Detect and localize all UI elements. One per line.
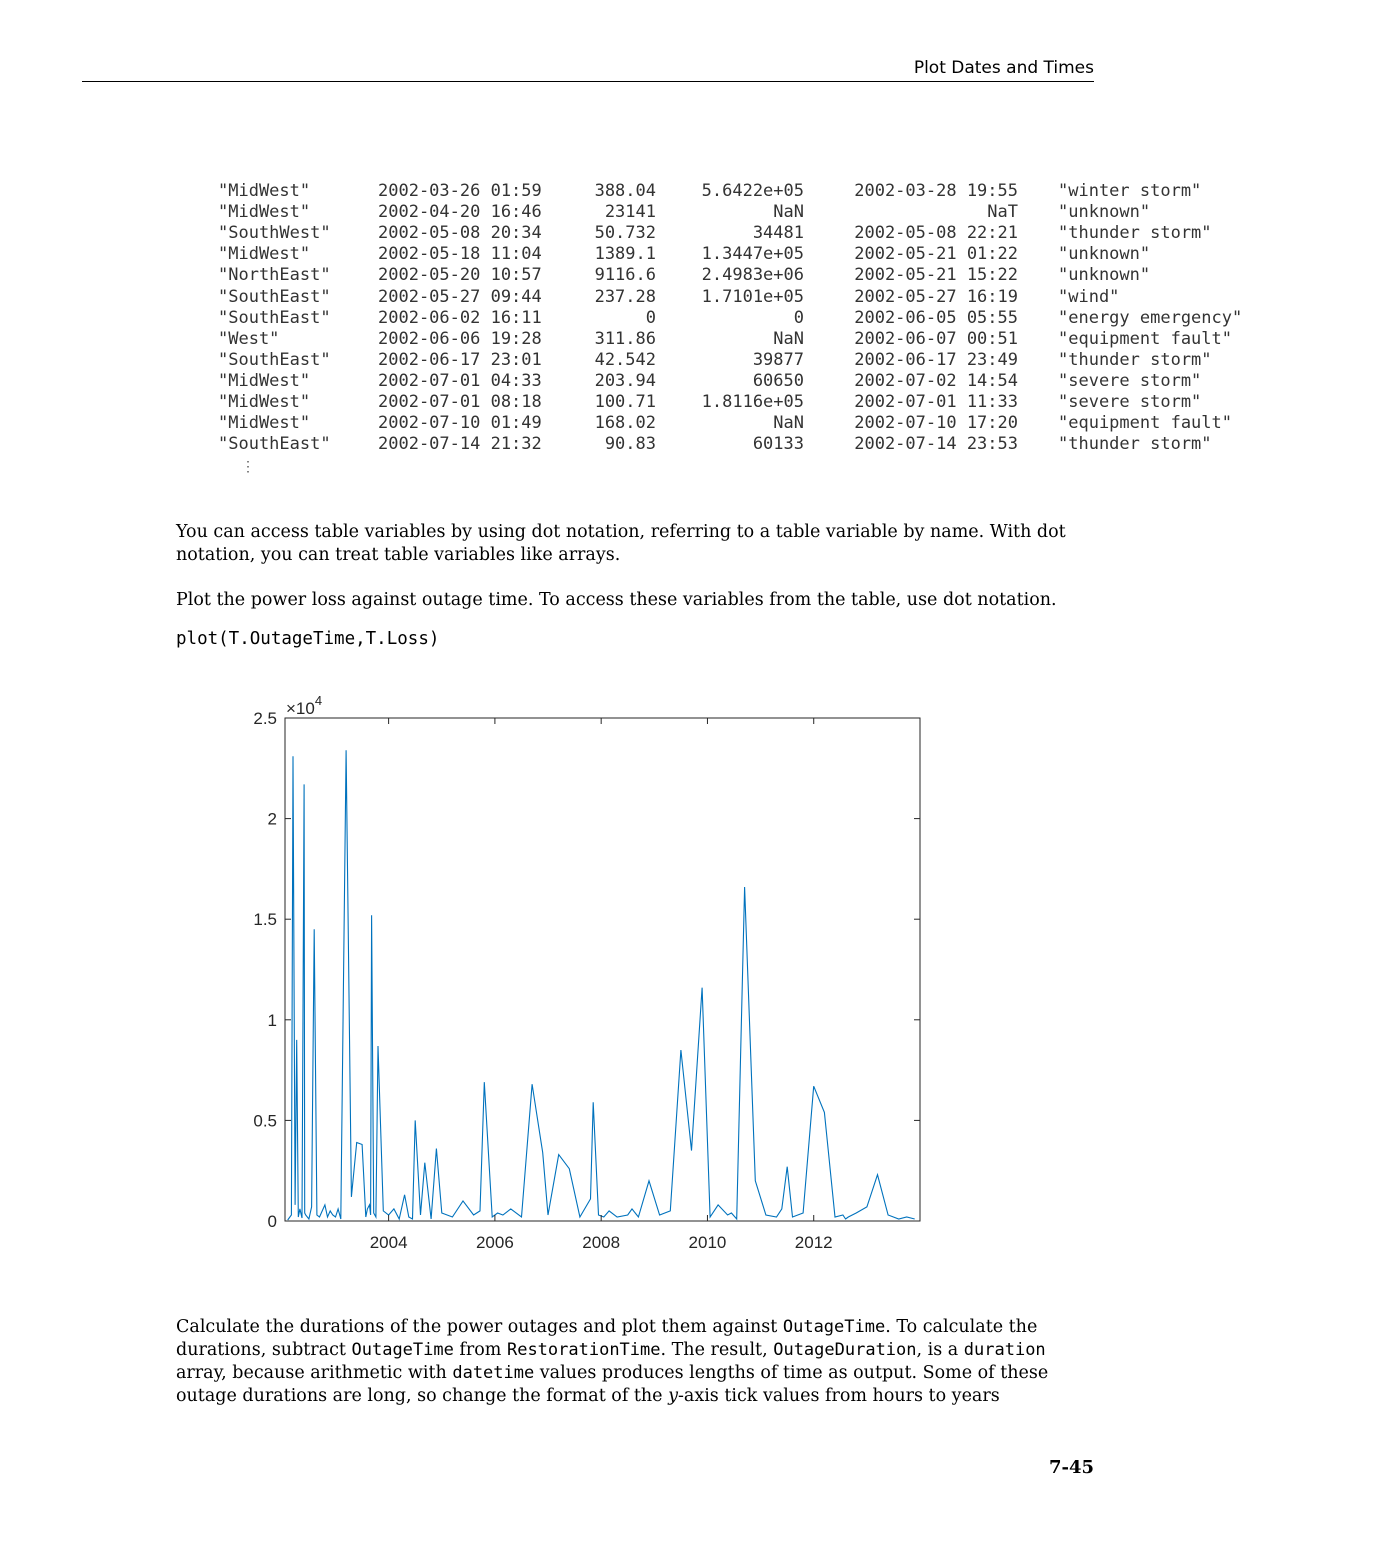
cell-cause: "unknown": [1058, 244, 1151, 265]
cell-region: "MidWest": [218, 413, 311, 434]
code-output-table: [0, 181, 1243, 481]
cell-cause: "thunder storm": [1058, 434, 1212, 455]
vertical-ellipsis: ⋮: [241, 459, 255, 475]
table-row: [0, 287, 1400, 308]
cell-outage-time: 2002-06-02 16:11: [378, 307, 542, 328]
cell-customers: NaN: [773, 328, 804, 349]
cell-customers: 5.6422e+05: [701, 181, 804, 201]
cell-restoration-time: 2002-05-21 01:22: [854, 244, 1018, 265]
cell-loss: 203.94: [594, 370, 656, 391]
paragraph-plot-instruction: Plot the power loss against outage time. To access these variables from the table, use dot notation.: [176, 590, 1057, 610]
table-row: [0, 244, 1400, 265]
y-tick-label: 0: [267, 1212, 277, 1231]
paragraph-dot-notation: You can access table variables by using dot notation, referring to a table variable by name. With dot notation, you can treat table variables like arrays.: [176, 522, 1066, 565]
table-row: [0, 434, 1400, 455]
cell-loss: 50.732: [594, 223, 656, 244]
cell-region: "MidWest": [218, 370, 311, 391]
cell-region: "West": [218, 328, 280, 349]
cell-outage-time: 2002-05-27 09:44: [378, 286, 542, 307]
x-tick-label: 2012: [794, 1233, 833, 1252]
cell-region: "MidWest": [218, 392, 311, 412]
cell-outage-time: 2002-07-10 01:49: [378, 413, 542, 434]
cell-outage-time: 2002-03-26 01:59: [378, 181, 542, 201]
cell-region: "SouthEast": [218, 434, 331, 455]
cell-loss: 100.71: [594, 392, 656, 412]
cell-customers: 1.7101e+05: [701, 286, 804, 307]
cell-restoration-time: 2002-07-10 17:20: [854, 413, 1018, 434]
cell-region: "NorthEast": [218, 265, 331, 286]
table-row: [0, 223, 1400, 244]
y-axis-exponent-label: [286, 693, 322, 718]
paragraph-durations: Calculate the durations of the power outages and plot them against OutageTime. To calculate the durations, subtract OutageTime from RestorationTime. The result, OutageDuration, is a duration array, because arithmetic with datetime values produces lengths of time as output. Some of these outage durations are long, so change the format of the y-axis tick values from hours to years: [176, 1317, 1049, 1406]
cell-cause: "winter storm": [1058, 181, 1202, 201]
cell-restoration-time: 2002-06-05 05:55: [854, 307, 1018, 328]
exponent-power: 4: [314, 693, 323, 708]
cell-cause: "energy emergency": [1058, 307, 1243, 328]
cell-region: "SouthWest": [218, 223, 331, 244]
cell-outage-time: 2002-05-08 20:34: [378, 223, 542, 244]
table-row: [0, 265, 1400, 286]
cell-cause: "equipment fault": [1058, 328, 1232, 349]
cell-region: "MidWest": [218, 244, 311, 265]
cell-outage-time: 2002-04-20 16:46: [378, 202, 542, 223]
page-header-title: Plot Dates and Times: [913, 58, 1094, 78]
x-tick-label: 2004: [369, 1233, 408, 1252]
y-tick-label: 2.5: [253, 709, 277, 728]
cell-loss: 388.04: [594, 181, 656, 201]
cell-cause: "severe storm": [1058, 392, 1202, 412]
exponent-base: ×10: [286, 699, 315, 718]
cell-outage-time: 2002-05-18 11:04: [378, 244, 542, 265]
page-number: 7-45: [1048, 1457, 1094, 1478]
cell-restoration-time: 2002-05-21 15:22: [854, 265, 1018, 286]
cell-restoration-time: 2002-07-14 23:53: [854, 434, 1018, 455]
cell-customers: 1.3447e+05: [701, 244, 804, 265]
y-tick-label: 1: [267, 1010, 277, 1030]
cell-outage-time: 2002-07-14 21:32: [378, 434, 542, 455]
cell-loss: 168.02: [594, 413, 656, 434]
y-tick-label: 1.5: [253, 910, 277, 930]
cell-customers: NaN: [773, 202, 804, 223]
cell-cause: "equipment fault": [1058, 413, 1232, 434]
code-plot-command: plot(T.OutageTime,T.Loss): [176, 629, 440, 649]
cell-outage-time: 2002-06-17 23:01: [378, 349, 542, 370]
cell-region: "SouthEast": [218, 307, 331, 328]
cell-region: "MidWest": [218, 202, 311, 223]
cell-outage-time: 2002-07-01 04:33: [378, 370, 542, 391]
cell-loss: 42.542: [594, 349, 656, 370]
table-row: [0, 202, 1400, 223]
table-row: [0, 329, 1400, 350]
x-tick-label: 2010: [688, 1233, 727, 1252]
cell-loss: 23141: [604, 202, 656, 223]
cell-customers: 34481: [752, 223, 804, 244]
cell-loss: 90.83: [604, 434, 656, 455]
cell-cause: "wind": [1058, 286, 1120, 307]
cell-restoration-time: 2002-03-28 19:55: [854, 181, 1018, 201]
cell-restoration-time: 2002-07-01 11:33: [854, 392, 1018, 412]
cell-restoration-time: 2002-05-08 22:21: [854, 223, 1018, 244]
cell-region: "SouthEast": [218, 349, 331, 370]
cell-customers: 2.4983e+06: [701, 265, 804, 286]
x-tick-label: 2008: [582, 1233, 621, 1252]
cell-cause: "thunder storm": [1058, 349, 1212, 370]
cell-customers: 1.8116e+05: [701, 392, 804, 412]
cell-outage-time: 2002-05-20 10:57: [378, 265, 542, 286]
y-tick-label: 0.5: [253, 1111, 277, 1131]
table-row: [0, 371, 1400, 392]
cell-customers: NaN: [773, 413, 804, 434]
cell-restoration-time: 2002-06-07 00:51: [854, 328, 1018, 349]
cell-restoration-time: 2002-07-02 14:54: [854, 370, 1018, 391]
y-tick-label: 2: [267, 809, 277, 829]
cell-region: "MidWest": [218, 181, 311, 201]
cell-cause: "severe storm": [1058, 370, 1202, 391]
cell-loss: 311.86: [594, 328, 656, 349]
cell-restoration-time: 2002-05-27 16:19: [854, 286, 1018, 307]
table-row: [0, 413, 1400, 434]
cell-customers: 60650: [752, 370, 804, 391]
cell-restoration-time: NaT: [987, 202, 1018, 223]
cell-loss: 9116.6: [594, 265, 656, 286]
table-row: [0, 350, 1400, 371]
cell-outage-time: 2002-07-01 08:18: [378, 392, 542, 412]
x-tick-label: 2006: [475, 1233, 514, 1252]
cell-customers: 39877: [752, 349, 804, 370]
table-row: [0, 308, 1400, 329]
cell-loss: 1389.1: [594, 244, 656, 265]
cell-loss: 237.28: [594, 286, 656, 307]
cell-region: "SouthEast": [218, 286, 331, 307]
plot-area-box: [285, 718, 920, 1221]
cell-outage-time: 2002-06-06 19:28: [378, 328, 542, 349]
power-loss-chart: [230, 685, 950, 1270]
cell-customers: 60133: [752, 434, 804, 455]
cell-customers: 0: [793, 307, 804, 328]
cell-cause: "unknown": [1058, 265, 1151, 286]
table-row: [0, 181, 1400, 202]
cell-cause: "unknown": [1058, 202, 1151, 223]
table-row: [0, 392, 1400, 413]
header-rule: [82, 81, 1094, 82]
cell-cause: "thunder storm": [1058, 223, 1212, 244]
cell-restoration-time: 2002-06-17 23:49: [854, 349, 1018, 370]
cell-loss: 0: [645, 307, 656, 328]
